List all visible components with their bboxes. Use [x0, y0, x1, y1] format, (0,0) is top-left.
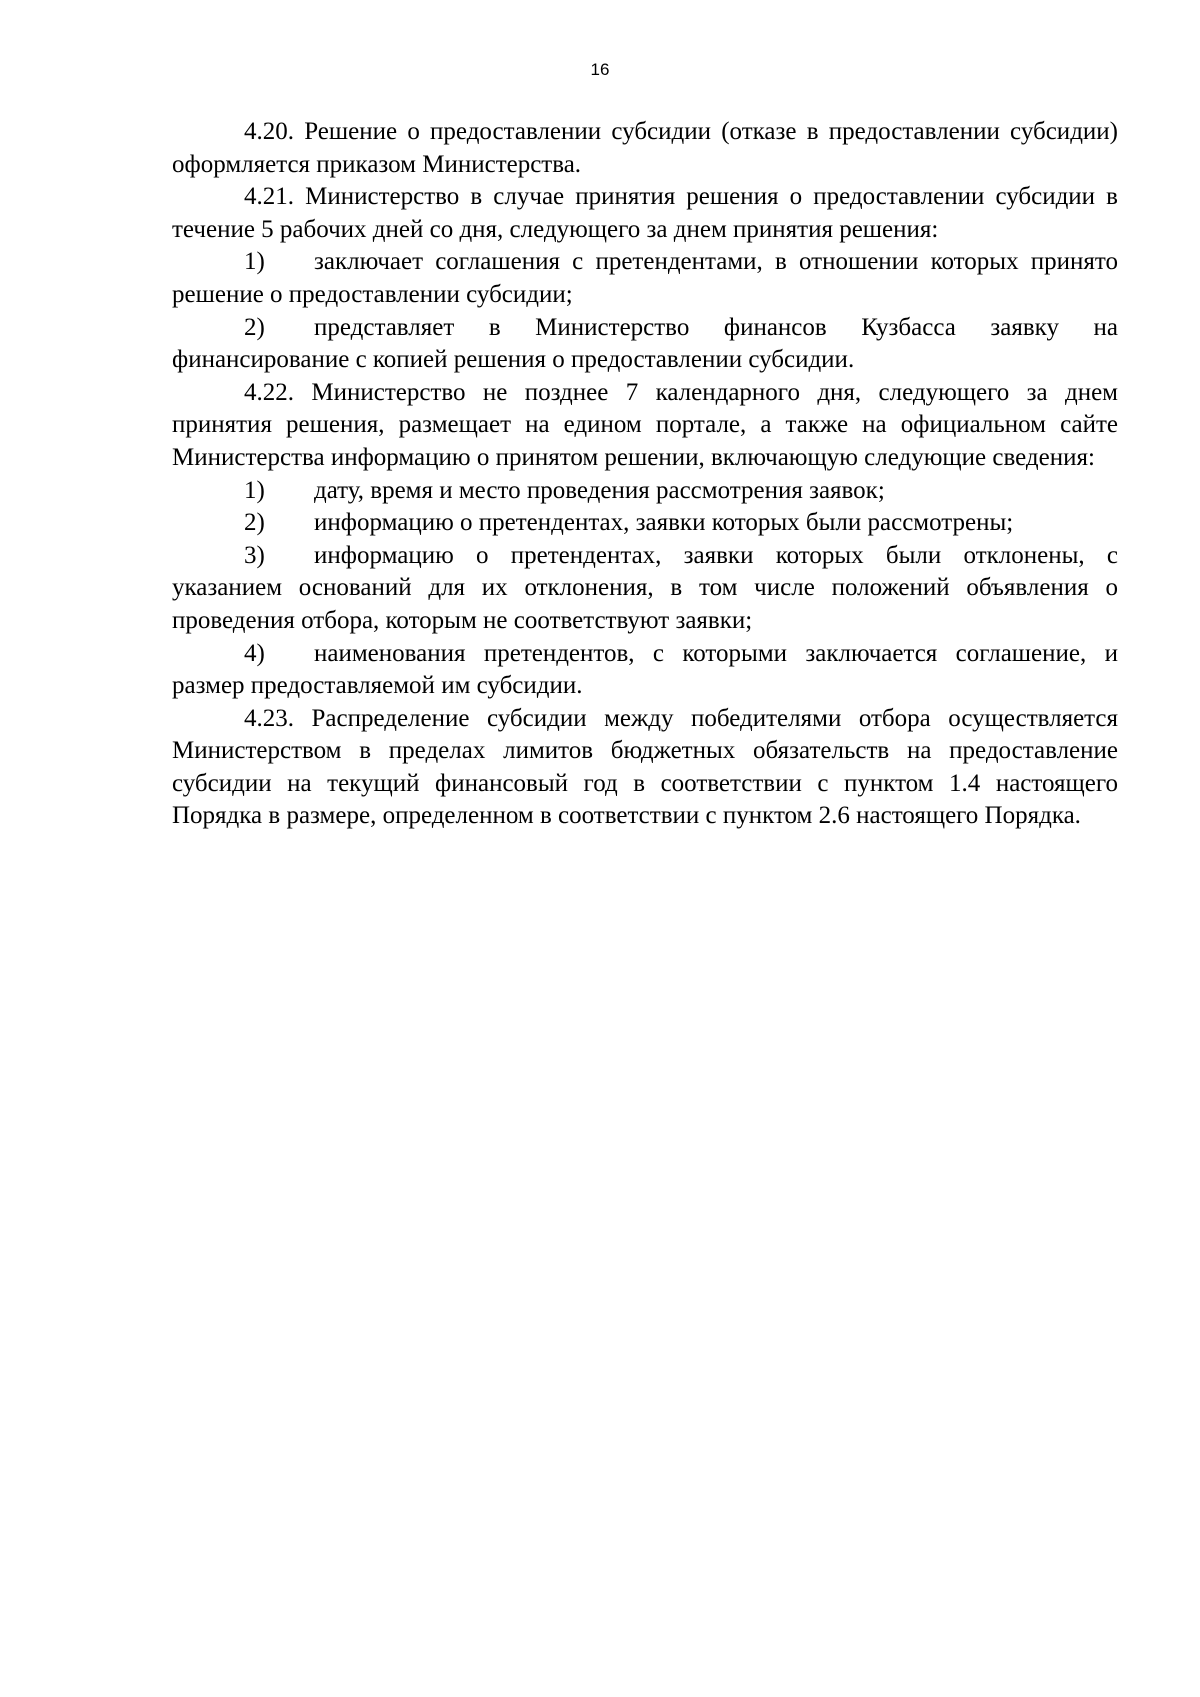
list-item-number: 3): [244, 541, 265, 569]
paragraph-4-21: 4.21. Министерство в случае принятия решения о предоставлении субсидии в течение 5 рабочих дней со дня, следующего за днем принятия решения:: [172, 183, 1118, 243]
document-body: [172, 116, 1118, 833]
list-item: [172, 246, 1118, 311]
list-item-number: 2): [244, 509, 265, 537]
list-item-text: информацию о претендентах, заявки которых были отклонены, с указанием оснований для их отклонения, в том числе положений объявления о проведения отбора, которым не соответствуют заявки;: [172, 541, 1118, 634]
paragraph-4-20: 4.20. Решение о предоставлении субсидии (отказе в предоставлении субсидии) оформляется приказом Министерства.: [172, 118, 1118, 178]
list-item-text: дату, время и место проведения рассмотрения заявок;: [314, 476, 885, 504]
page-number: 16: [590, 60, 610, 79]
list-item: [172, 312, 1118, 377]
list-item-text: представляет в Министерство финансов Кузбасса заявку на финансирование с копией решения о предоставлении субсидии.: [172, 313, 1118, 374]
list-item-number: 4): [244, 639, 265, 667]
list-item: [172, 638, 1118, 703]
list-item: [172, 507, 1118, 540]
paragraph-4-22: 4.22. Министерство не позднее 7 календарного дня, следующего за днем принятия решения, размещает на едином портале, а также на официальном сайте Министерства информацию о принятом решении, включающую следующие сведения:: [172, 378, 1118, 471]
list-item-number: 2): [244, 313, 265, 341]
list-item-text: наименования претендентов, с которыми заключается соглашение, и размер предоставляемой им субсидии.: [172, 639, 1118, 700]
list-item-number: 1): [244, 476, 265, 504]
list-item-text: заключает соглашения с претендентами, в отношении которых принято решение о предоставлении субсидии;: [172, 248, 1118, 308]
list-item: [172, 475, 1118, 508]
list-item-number: 1): [244, 248, 265, 276]
list-item-text: информацию о претендентах, заявки которых были рассмотрены;: [314, 509, 1014, 537]
list-item: [172, 540, 1118, 638]
paragraph-4-23: 4.23. Распределение субсидии между победителями отбора осуществляется Министерством в пределах лимитов бюджетных обязательств на предоставление субсидии на текущий финансовый год в соответствии с пунктом 1.4 настоящего Порядка в размере, определенном в соответствии с пунктом 2.6 настоящего Порядка.: [172, 704, 1118, 830]
